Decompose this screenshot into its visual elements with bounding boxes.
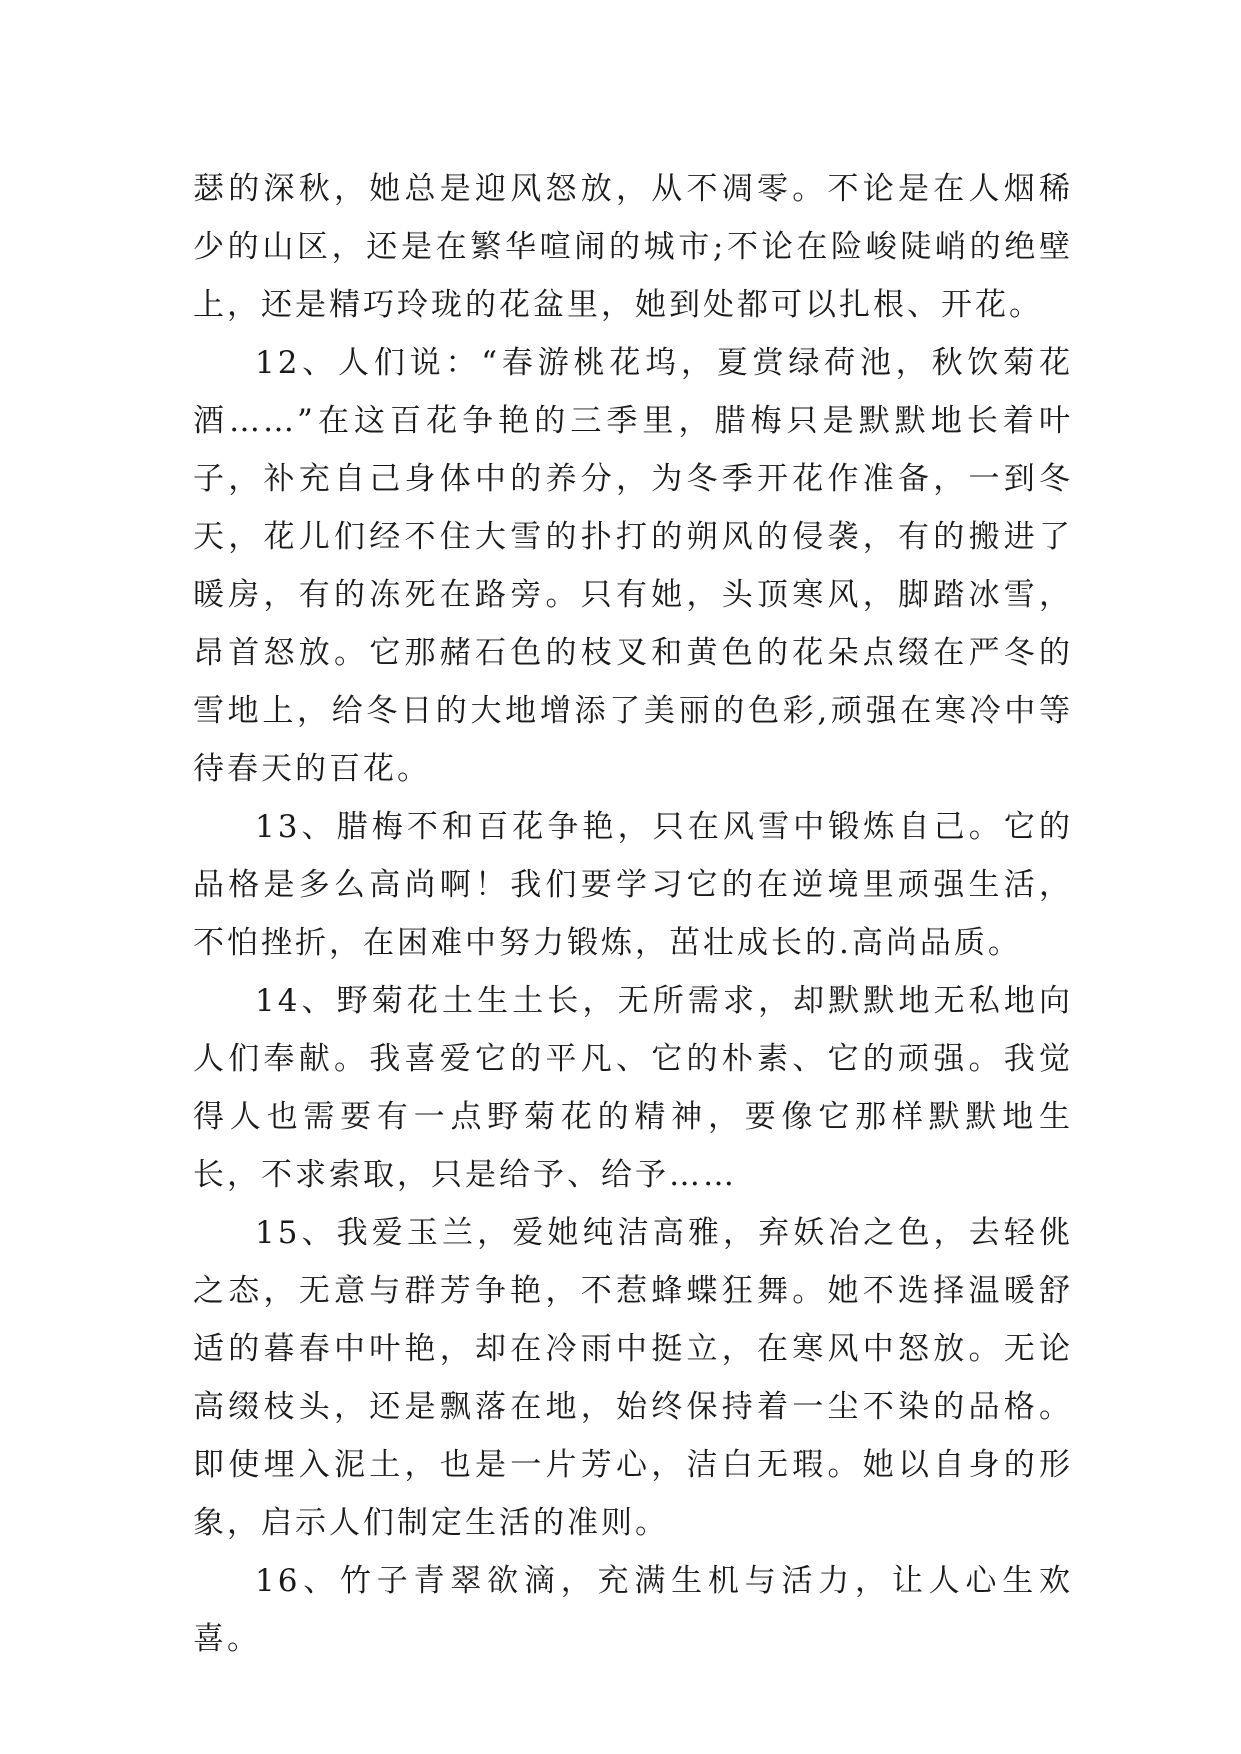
paragraph-15: 15、我爱玉兰，爱她纯洁高雅，弃妖冶之色，去轻佻之态，无意与群芳争艳，不惹蜂蝶狂舞。她不选择温暖舒适的暮春中叶艳，却在冷雨中挺立，在寒风中怒放。无论高缀枝头，还是飘落在地，始终保持着一尘不染的品格。即使埋入泥土，也是一片芳心，洁白无瑕。她以自身的形象，启示人们制定生活的准则。 [193,1215,1073,1541]
document-body [193,160,1073,1668]
paragraph-13: 13、腊梅不和百花争艳，只在风雪中锻炼自己。它的品格是多么高尚啊！我们要学习它的在逆境里顽强生活，不怕挫折，在困难中努力锻炼，茁壮成长的.高尚品质。 [193,809,1073,961]
paragraph-12: 12、人们说：“春游桃花坞，夏赏绿荷池，秋饮菊花酒……”在这百花争艳的三季里，腊梅只是默默地长着叶子，补充自己身体中的养分，为冬季开花作准备，一到冬天，花儿们经不住大雪的扑打的朔风的侵袭，有的搬进了暖房，有的冻死在路旁。只有她，头顶寒风，脚踏冰雪，昂首怒放。它那赭石色的枝叉和黄色的花朵点缀在严冬的雪地上，给冬日的大地增添了美丽的色彩,顽强在寒冷中等待春天的百花。 [193,345,1073,787]
paragraph-16: 16、竹子青翠欲滴，充满生机与活力，让人心生欢喜。 [193,1563,1073,1657]
paragraph-continuation: 瑟的深秋，她总是迎风怒放，从不凋零。不论是在人烟稀少的山区，还是在繁华喧闹的城市;不论在险峻陡峭的绝壁上，还是精巧玲珑的花盆里，她到处都可以扎根、开花。 [193,171,1073,323]
paragraph-14: 14、野菊花土生土长，无所需求，却默默地无私地向人们奉献。我喜爱它的平凡、它的朴素、它的顽强。我觉得人也需要有一点野菊花的精神，要像它那样默默地生长，不求索取，只是给予、给予…… [193,983,1073,1193]
